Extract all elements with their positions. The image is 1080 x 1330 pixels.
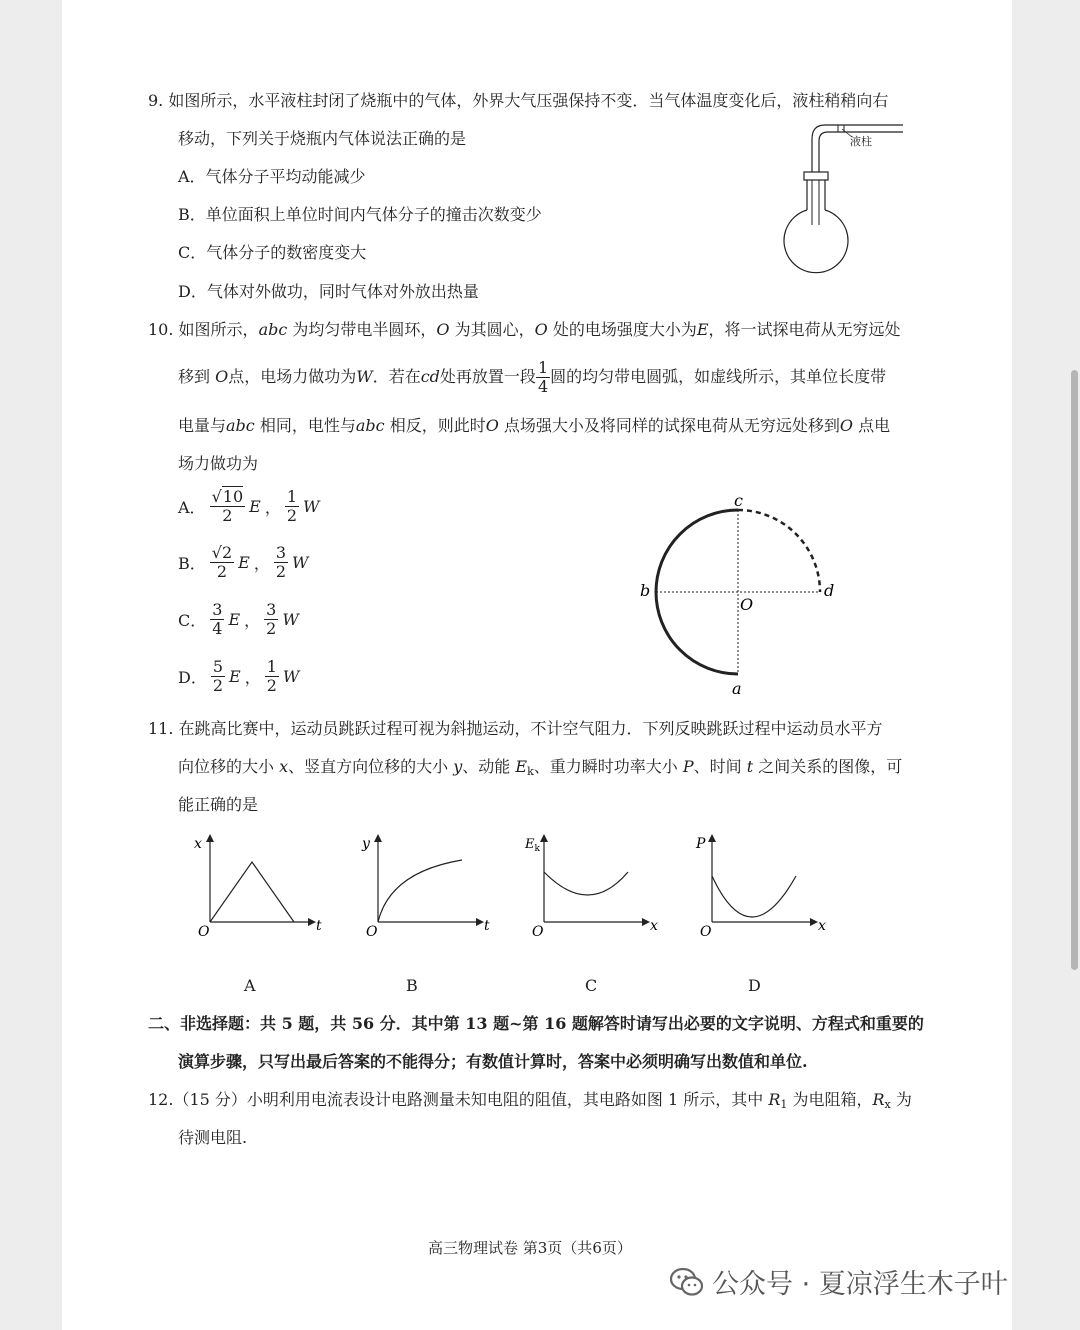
q10-option-b: B． $\frac{√2}{2}$ E ， $\frac{3}{2}$ W xyxy=(178,543,309,581)
page-footer: 高三物理试卷 第3页（共6页） xyxy=(428,1239,632,1257)
svg-text:x: x xyxy=(818,918,826,934)
q12-line2: 待测电阻. xyxy=(178,1128,248,1147)
wechat-icon xyxy=(670,1267,704,1297)
svg-text:O: O xyxy=(700,924,712,940)
q10-line2: 移到 O 点，电场力做功为 W ．若在 cd 处再放置一段 $\frac{1}{4}$ 圆的均匀带电圆弧，如虚线所示，其单位长度带 xyxy=(178,357,887,396)
q11-line3: 能正确的是 xyxy=(178,795,259,814)
graph-c xyxy=(524,832,664,942)
q12-line1: 12.（15 分）小明利用电流表设计电路测量未知电阻的阻值，其电路如图 1 所示，其中 $R_1$ 为电阻箱，$R_x$ 为 xyxy=(148,1090,912,1111)
watermark-text: 公众号 · 夏凉浮生木子叶 xyxy=(712,1269,1008,1300)
q9-line2: 移动，下列关于烧瓶内气体说法正确的是 xyxy=(178,129,467,148)
point-b-label: b xyxy=(640,581,651,600)
q9-option-a: A．气体分子平均动能减少 xyxy=(178,167,366,186)
svg-text:O: O xyxy=(366,924,378,940)
svg-text:y: y xyxy=(362,836,370,852)
graph-d-label: D xyxy=(748,976,761,995)
q9-option-d: D．气体对外做功，同时气体对外放出热量 xyxy=(178,282,479,301)
svg-text:t: t xyxy=(316,918,322,934)
flask-liquid-label: 液柱 xyxy=(850,135,872,148)
q11-line2: 向位移的大小 x、竖直方向位移的大小 y、动能 $E_k$、重力瞬时功率大小 P、时间 t 之间关系的图像，可 xyxy=(178,757,903,778)
graph-b xyxy=(358,832,498,942)
q10-option-a: A． $\frac{√10}{2}$ E ， $\frac{1}{2}$ W xyxy=(178,487,320,525)
svg-text:t: t xyxy=(484,918,490,934)
q10-line1: 10. 如图所示，abc 为均匀带电半圆环，O 为其圆心，O 处的电场强度大小为E，将一试探电荷从无穷远处 xyxy=(148,320,901,339)
ring-figure xyxy=(630,488,850,703)
point-o-label: O xyxy=(740,595,754,614)
graph-a xyxy=(190,832,330,942)
graph-c-label: C xyxy=(585,976,598,995)
point-a-label: a xyxy=(732,679,742,698)
q10-option-d: D． $\frac{5}{2}$ E ， $\frac{1}{2}$ W xyxy=(178,657,300,695)
svg-text:x: x xyxy=(650,918,658,934)
q9-option-c: C．气体分子的数密度变大 xyxy=(178,243,367,262)
svg-text:O: O xyxy=(532,924,544,940)
svg-text:x: x xyxy=(194,836,202,852)
point-c-label: c xyxy=(734,491,743,510)
graph-b-label: B xyxy=(406,976,418,995)
svg-text:Ek: $E_k$ xyxy=(525,837,540,854)
section2-line1: 二、非选择题：共 5 题，共 56 分．其中第 13 题~第 16 题解答时请写出必要的文字说明、方程式和重要的 xyxy=(148,1014,924,1033)
graph-d xyxy=(692,832,832,942)
q10-line4: 场力做功为 xyxy=(178,454,259,473)
q9-option-b: B．单位面积上单位时间内气体分子的撞击次数变少 xyxy=(178,205,542,224)
point-d-label: d xyxy=(824,581,835,600)
svg-text:P: P xyxy=(696,836,706,852)
q9-line1: 9. 如图所示，水平液柱封闭了烧瓶中的气体，外界大气压强保持不变．当气体温度变化后，液柱稍稍向右 xyxy=(148,91,889,110)
q10-line3: 电量与abc 相同，电性与abc 相反，则此时O 点场强大小及将同样的试探电荷从无穷远处移到O 点电 xyxy=(178,416,891,435)
svg-text:O: O xyxy=(198,924,210,940)
q11-line1: 11. 在跳高比赛中，运动员跳跃过程可视为斜抛运动，不计空气阻力．下列反映跳跃过程中运动员水平方 xyxy=(148,719,883,738)
section2-line2: 演算步骤，只写出最后答案的不能得分；有数值计算时，答案中必须明确写出数值和单位. xyxy=(178,1052,808,1071)
graph-a-label: A xyxy=(244,976,256,995)
watermark xyxy=(670,1262,1008,1301)
q10-option-c: C． $\frac{3}{4}$ E ， $\frac{3}{2}$ W xyxy=(178,600,299,638)
scrollbar[interactable] xyxy=(1071,370,1078,970)
flask-figure xyxy=(770,115,920,285)
